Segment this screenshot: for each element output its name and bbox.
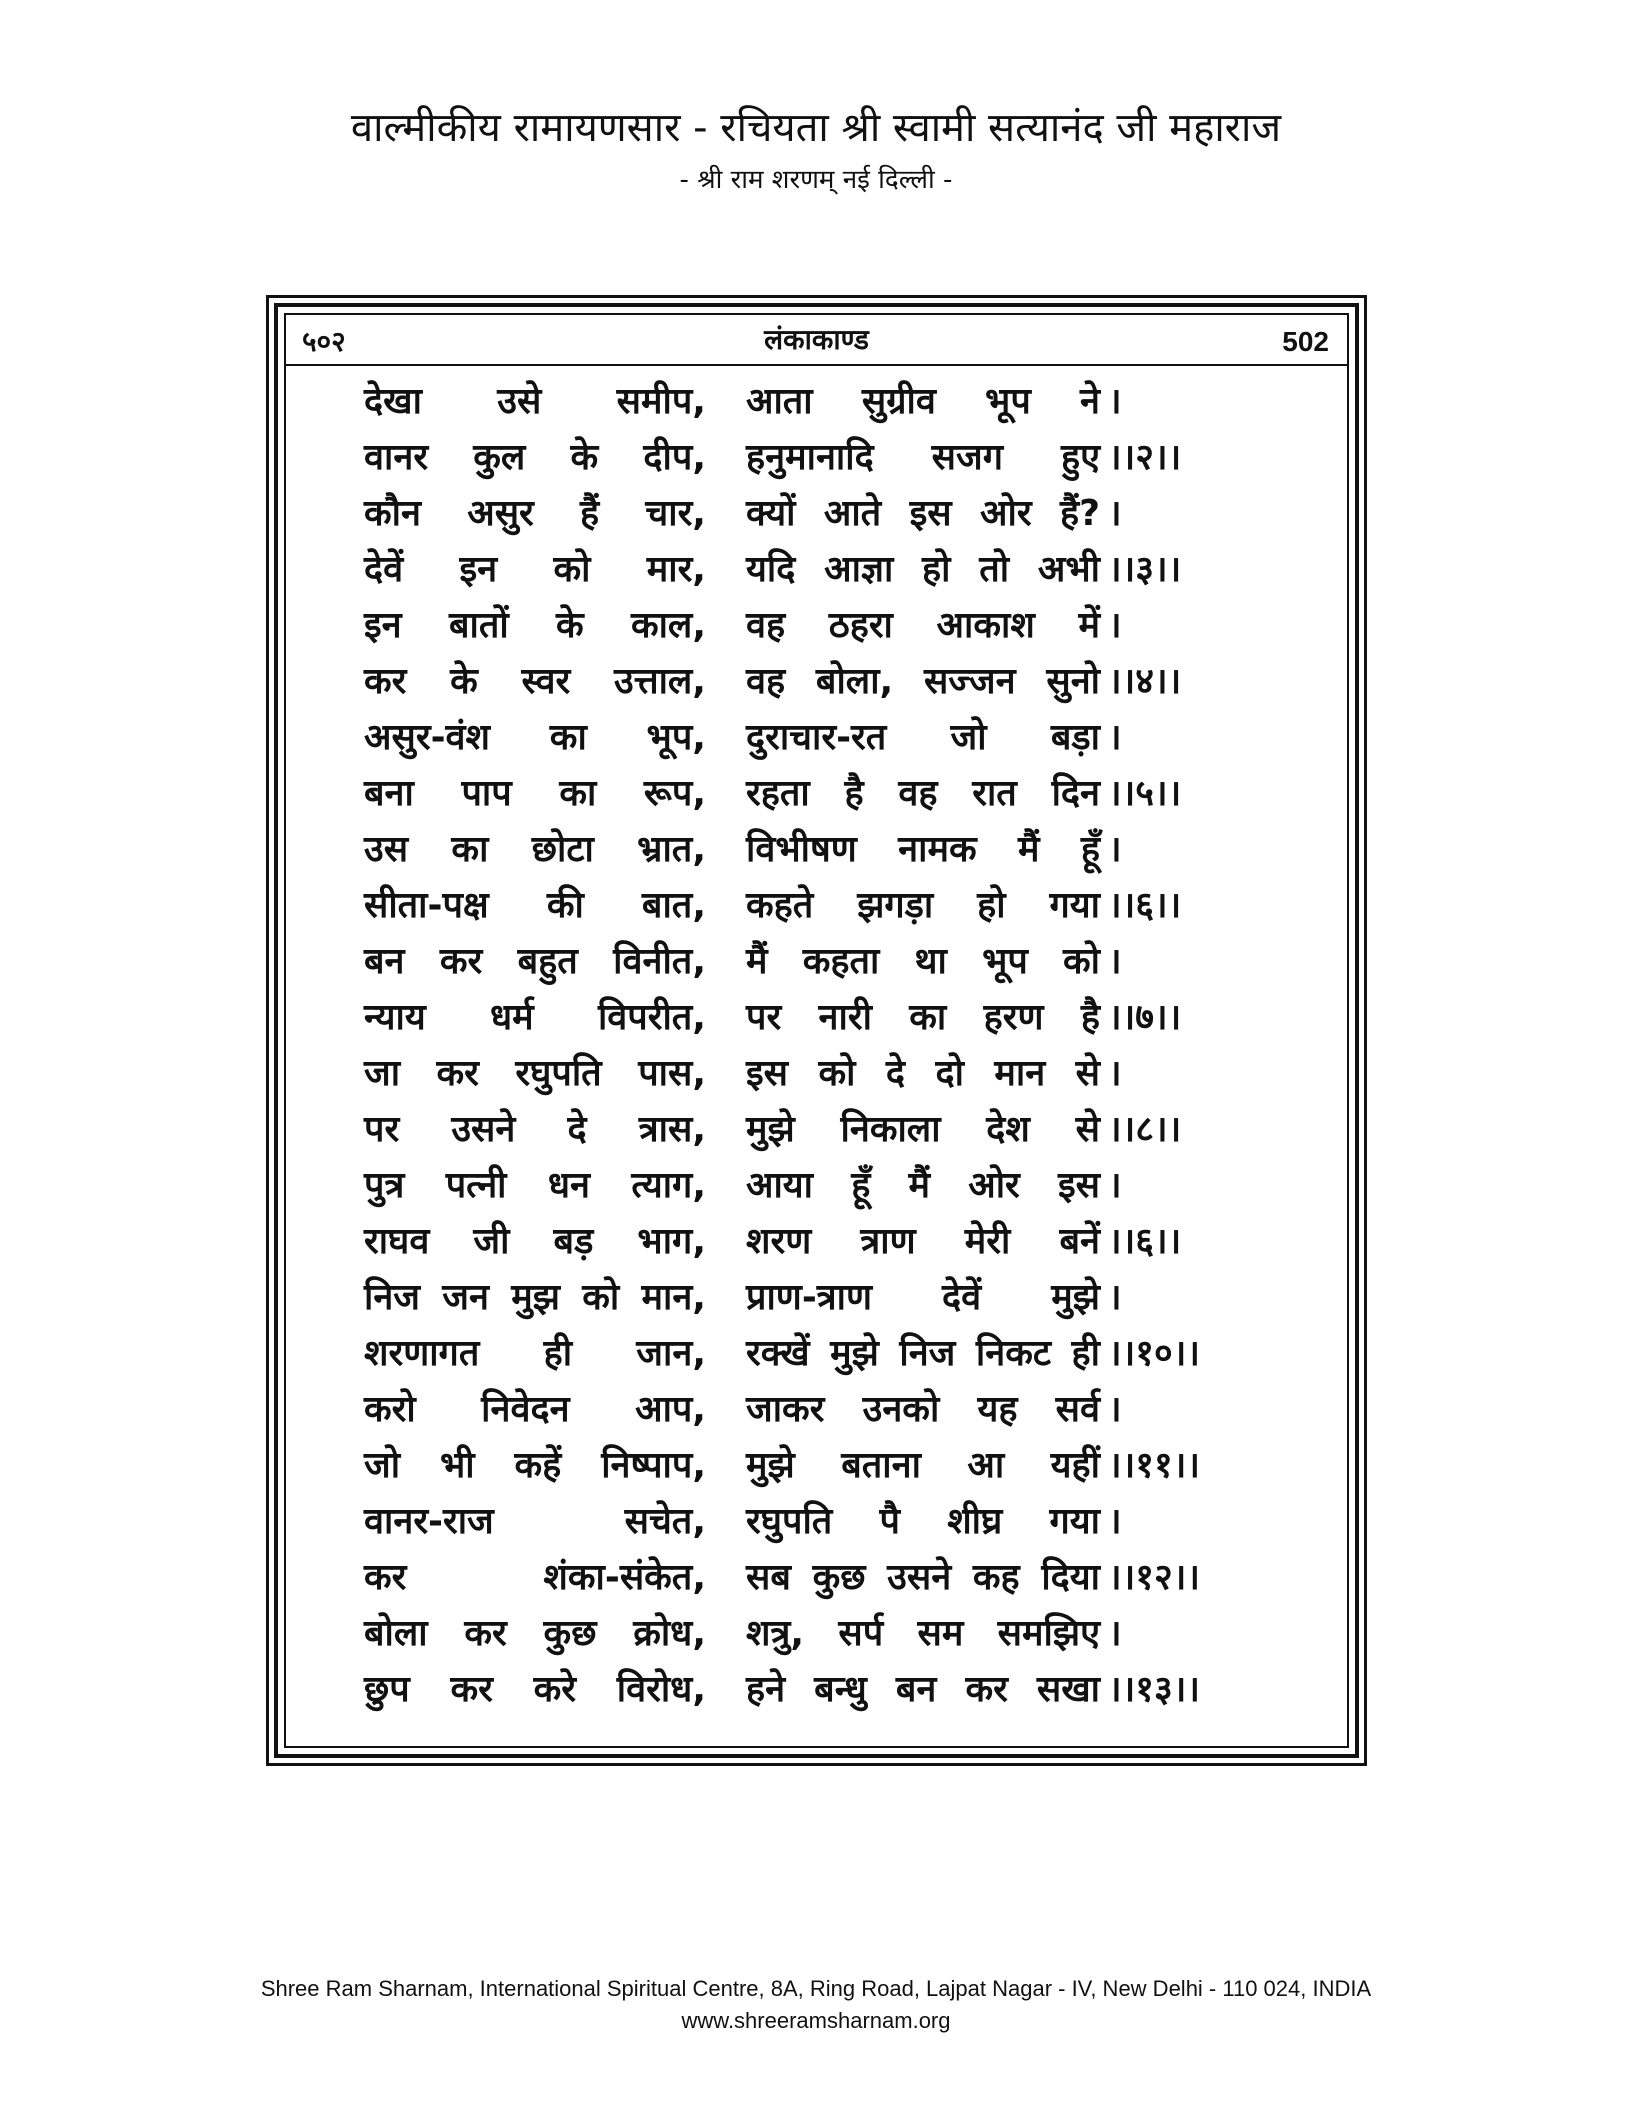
verse-second-half: वह ठहरा आकाश में [746, 605, 1100, 646]
verse-end-mark: ।।८।। [1108, 1109, 1182, 1150]
verse-list [364, 374, 1264, 1718]
verse-line [364, 710, 1264, 766]
verse-line [364, 1046, 1264, 1102]
verse-end-mark: । [1108, 1389, 1122, 1430]
verse-end-mark: । [1108, 1053, 1122, 1094]
verse-line [364, 1606, 1264, 1662]
verse-first-half: शरणागत ही जान, [364, 1333, 706, 1374]
verse-first-half: छुप कर करे विरोध, [364, 1669, 706, 1710]
verse-second-half: विभीषण नामक मैं हूँ [746, 829, 1100, 870]
verse-end-mark: । [1108, 1613, 1122, 1654]
verse-first-half: बोला कर कुछ क्रोध, [364, 1613, 706, 1654]
verse-second-half: जाकर उनको यह सर्व [746, 1389, 1100, 1430]
verse-line [364, 1326, 1264, 1382]
verse-first-half: बना पाप का रूप, [364, 773, 706, 814]
verse-end-mark: ।।१०।। [1108, 1333, 1201, 1374]
verse-line [364, 766, 1264, 822]
verse-second-half: रक्खें मुझे निज निकट ही [746, 1333, 1100, 1374]
verse-end-mark: ।।१३।। [1108, 1669, 1201, 1710]
verse-second-half: इस को दे दो मान से [746, 1053, 1100, 1094]
footer-address: Shree Ram Sharnam, International Spiritual Centre, 8A, Ring Road, Lajpat Nagar - IV, New Delhi - 110 024, INDIA [260, 1976, 1372, 2001]
verse-line [364, 1550, 1264, 1606]
verse-second-half: रहता है वह रात दिन [746, 773, 1100, 814]
verse-line [364, 1382, 1264, 1438]
verse-second-half: कहते झगड़ा हो गया [746, 885, 1100, 926]
verse-first-half: पुत्र पत्नी धन त्याग, [364, 1165, 706, 1206]
verse-second-half: यदि आज्ञा हो तो अभी [746, 549, 1100, 590]
verse-first-half: जो भी कहें निष्पाप, [364, 1445, 706, 1486]
verse-first-half: राघव जी बड़ भाग, [364, 1221, 706, 1262]
verse-first-half: इन बातों के काल, [364, 605, 706, 646]
verse-end-mark: ।।४।। [1108, 661, 1182, 702]
verse-line [364, 486, 1264, 542]
page-number-devanagari: ५०२ [302, 325, 346, 358]
verse-end-mark: ।।६।। [1108, 885, 1182, 926]
verse-first-half: उस का छोटा भ्रात, [364, 829, 706, 870]
verse-second-half: मैं कहता था भूप को [746, 941, 1100, 982]
publisher-subtitle: - श्री राम शरणम् नई दिल्ली - [679, 165, 953, 195]
heading-divider [284, 364, 1349, 366]
verse-end-mark: । [1108, 381, 1122, 422]
verse-first-half: वानर कुल के दीप, [364, 437, 706, 478]
verse-second-half: रघुपति पै शीघ्र गया [746, 1501, 1100, 1542]
page-heading [284, 318, 1349, 364]
verse-line [364, 598, 1264, 654]
verse-second-half: दुराचार-रत जो बड़ा [746, 717, 1100, 758]
verse-end-mark: ।।११।। [1108, 1445, 1201, 1486]
verse-end-mark: । [1108, 605, 1122, 646]
verse-end-mark: । [1108, 1501, 1122, 1542]
verse-first-half: पर उसने दे त्रास, [364, 1109, 706, 1150]
verse-first-half: कौन असुर हैं चार, [364, 493, 706, 534]
verse-end-mark: । [1108, 1165, 1122, 1206]
verse-line [364, 1662, 1264, 1718]
verse-first-half: जा कर रघुपति पास, [364, 1053, 706, 1094]
verse-first-half: न्याय धर्म विपरीत, [364, 997, 706, 1038]
verse-second-half: सब कुछ उसने कह दिया [746, 1557, 1100, 1598]
verse-second-half: क्यों आते इस ओर हैं? [746, 493, 1100, 534]
verse-first-half: बन कर बहुत विनीत, [364, 941, 706, 982]
section-title: लंकाकाण्ड [764, 323, 869, 356]
verse-end-mark: ।।१२।। [1108, 1557, 1201, 1598]
footer-website[interactable]: www.shreeramsharnam.org [681, 2008, 951, 2033]
verse-line [364, 1102, 1264, 1158]
verse-second-half: शत्रु, सर्प सम समझिए [746, 1613, 1100, 1654]
verse-line [364, 1158, 1264, 1214]
verse-line [364, 1214, 1264, 1270]
verse-second-half: हने बन्धु बन कर सखा [746, 1669, 1100, 1710]
verse-first-half: निज जन मुझ को मान, [364, 1277, 706, 1318]
verse-end-mark: ।।६।। [1108, 1221, 1182, 1262]
verse-second-half: आता सुग्रीव भूप ने [746, 381, 1100, 422]
verse-first-half: असुर-वंश का भूप, [364, 717, 706, 758]
verse-first-half: देखा उसे समीप, [364, 381, 706, 422]
verse-first-half: कर के स्वर उत्ताल, [364, 661, 706, 702]
verse-end-mark: । [1108, 717, 1122, 758]
verse-first-half: कर शंका-संकेत, [364, 1557, 706, 1598]
verse-line [364, 654, 1264, 710]
verse-end-mark: । [1108, 829, 1122, 870]
verse-line [364, 1270, 1264, 1326]
verse-first-half: सीता-पक्ष की बात, [364, 885, 706, 926]
verse-line [364, 1494, 1264, 1550]
verse-end-mark: । [1108, 941, 1122, 982]
verse-second-half: हनुमानादि सजग हुए [746, 437, 1100, 478]
book-title: वाल्मीकीय रामायणसार - रचियता श्री स्वामी सत्यानंद जी महाराज [350, 105, 1282, 151]
verse-line [364, 542, 1264, 598]
verse-first-half: करो निवेदन आप, [364, 1389, 706, 1430]
verse-line [364, 990, 1264, 1046]
verse-second-half: शरण त्राण मेरी बनें [746, 1221, 1100, 1262]
verse-second-half: मुझे निकाला देश से [746, 1109, 1100, 1150]
verse-line [364, 822, 1264, 878]
verse-line [364, 374, 1264, 430]
verse-second-half: वह बोला, सज्जन सुनो [746, 661, 1100, 702]
verse-second-half: आया हूँ मैं ओर इस [746, 1165, 1100, 1206]
verse-line [364, 878, 1264, 934]
verse-first-half: वानर-राज सचेत, [364, 1501, 706, 1542]
verse-second-half: प्राण-त्राण देवें मुझे [746, 1277, 1100, 1318]
verse-line [364, 934, 1264, 990]
verse-line [364, 430, 1264, 486]
verse-end-mark: ।।३।। [1108, 549, 1182, 590]
verse-end-mark: । [1108, 493, 1122, 534]
verse-second-half: पर नारी का हरण है [746, 997, 1100, 1038]
verse-second-half: मुझे बताना आ यहीं [746, 1445, 1100, 1486]
verse-end-mark: ।।७।। [1108, 997, 1182, 1038]
verse-line [364, 1438, 1264, 1494]
verse-end-mark: । [1108, 1277, 1122, 1318]
verse-first-half: देवें इन को मार, [364, 549, 706, 590]
verse-end-mark: ।।२।। [1108, 437, 1182, 478]
page-number: 502 [1282, 326, 1329, 357]
verse-end-mark: ।।५।। [1108, 773, 1182, 814]
